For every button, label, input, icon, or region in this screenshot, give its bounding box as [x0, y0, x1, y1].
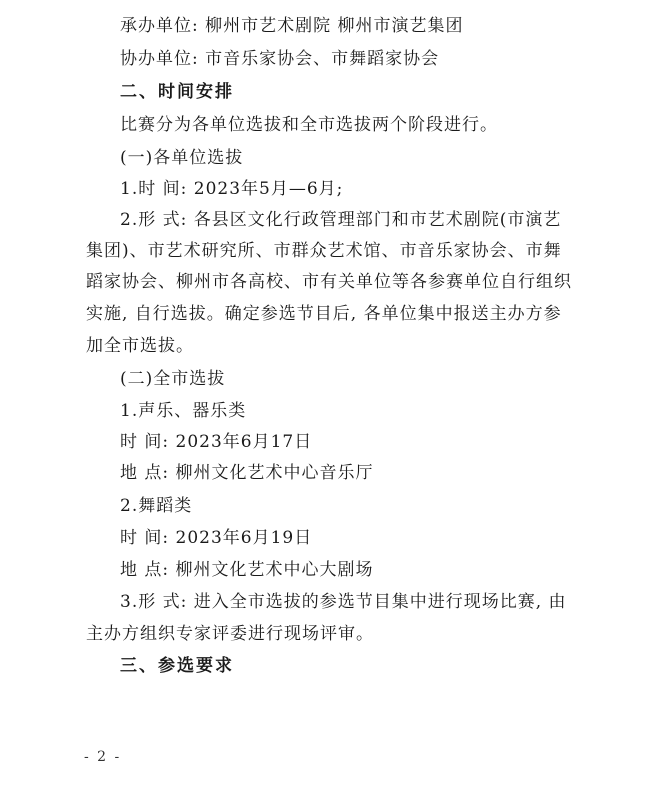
unit-selection-form-line-5: 加全市选拔。 [86, 336, 194, 356]
section-heading-requirements: 三、参选要求 [120, 656, 234, 676]
co-organizer-line: 协办单位: 市音乐家协会、市舞蹈家协会 [120, 49, 440, 69]
category-vocal-instrumental: 1.声乐、器乐类 [120, 401, 247, 421]
dance-time: 时 间: 2023年6月19日 [120, 528, 313, 548]
section-heading-schedule: 二、时间安排 [120, 82, 234, 102]
unit-selection-form-line-3: 蹈家协会、柳州市各高校、市有关单位等各参赛单位自行组织 [86, 272, 572, 292]
unit-selection-form-line-1: 2.形 式: 各县区文化行政管理部门和市艺术剧院(市演艺 [120, 210, 562, 230]
subsection-unit-selection: (一)各单位选拔 [120, 148, 244, 168]
competition-stages-line: 比赛分为各单位选拔和全市选拔两个阶段进行。 [120, 115, 498, 135]
vocal-location: 地 点: 柳州文化艺术中心音乐厅 [120, 463, 374, 483]
dance-location: 地 点: 柳州文化艺术中心大剧场 [120, 560, 374, 580]
organizer-line: 承办单位: 柳州市艺术剧院 柳州市演艺集团 [120, 16, 464, 36]
category-dance: 2.舞蹈类 [120, 496, 193, 516]
vocal-time: 时 间: 2023年6月17日 [120, 432, 313, 452]
subsection-city-selection: (二)全市选拔 [120, 369, 226, 389]
city-selection-form-line-1: 3.形 式: 进入全市选拔的参选节目集中进行现场比赛, 由 [120, 592, 567, 612]
page-number: - 2 - [84, 749, 122, 765]
unit-selection-form-line-4: 实施, 自行选拔。确定参选节目后, 各单位集中报送主办方参 [86, 304, 562, 324]
unit-selection-time: 1.时 间: 2023年5月—6月; [120, 179, 344, 199]
unit-selection-form-line-2: 集团)、市艺术研究所、市群众艺术馆、市音乐家协会、市舞 [86, 241, 562, 261]
city-selection-form-line-2: 主办方组织专家评委进行现场评审。 [86, 624, 374, 644]
